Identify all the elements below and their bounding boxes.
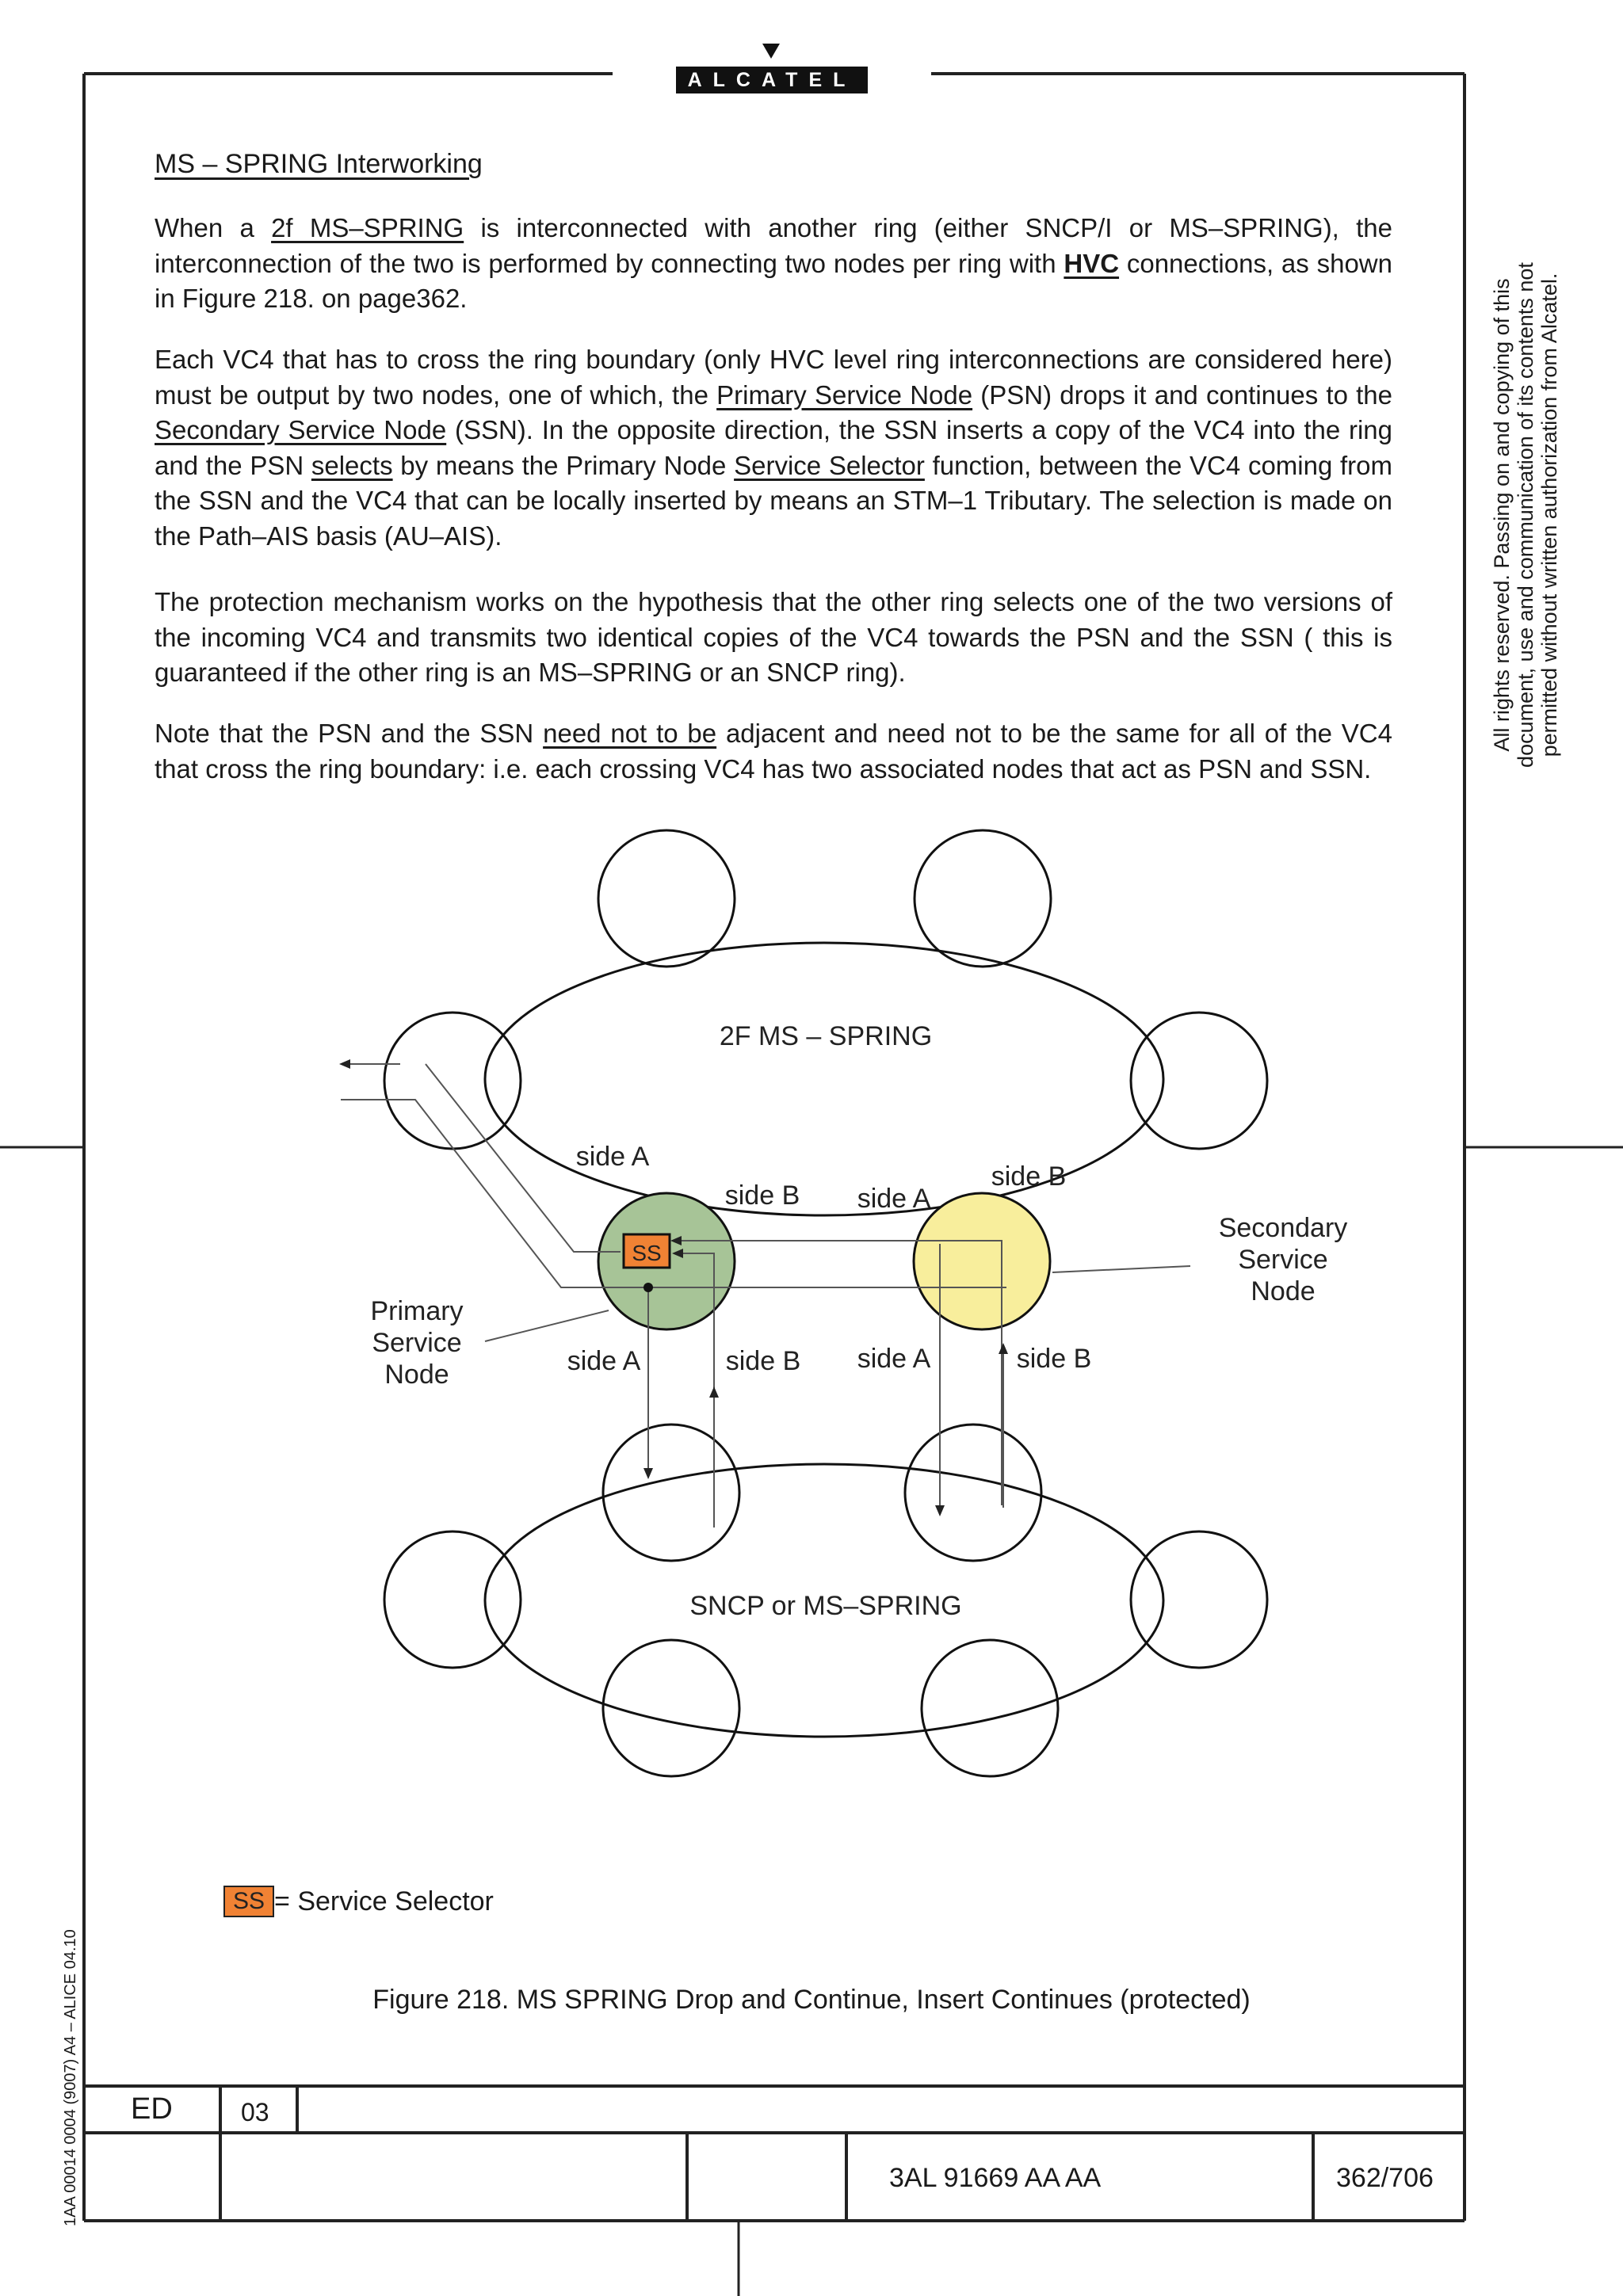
term-selects: selects (311, 450, 393, 480)
psn-label-line-3: Node (384, 1360, 449, 1390)
paragraph-1-text-a: When a (155, 213, 272, 242)
bottom-ring-node-lower-right (922, 1640, 1058, 1776)
psn-pointer-line (485, 1310, 609, 1341)
ssn-label-line-3: Node (1251, 1276, 1316, 1306)
ssn-top-side-b-label: side B (991, 1161, 1067, 1192)
paragraph-1-text-c: connections, as shown in Figure 218. on page362. (155, 248, 1392, 313)
bottom-ring-label: SNCP or MS–SPRING (689, 1591, 962, 1621)
term-hvc: HVC (1064, 248, 1120, 278)
top-ring-node-upper-left (598, 830, 735, 967)
footer-ed-value: 03 (241, 2098, 269, 2126)
legend (223, 1886, 494, 1917)
ssn-label-line-1: Secondary (1218, 1213, 1348, 1243)
paragraph-2-text-e: function, between the VC4 coming from the SSN and the VC4 that can be locally inserted by means an STM–1 Tributary. The selection is made on the Path–AIS basis (AU–AIS). (155, 450, 1393, 551)
legend-text: = Service Selector (274, 1886, 494, 1917)
paragraph-4-text-a: Note that the PSN and the SSN (155, 719, 544, 748)
figure-caption: Figure 218. MS SPRING Drop and Continue, Insert Continues (protected) (372, 1985, 1251, 2015)
paragraph-2-text-c: (SSN). In the opposite direction, the SSN inserts a copy of the VC4 into the ring and the PSN (155, 415, 1392, 480)
ssn-label-line-2: Service (1238, 1245, 1328, 1275)
legend-ss-box: SS (223, 1886, 274, 1917)
psn-bottom-side-b-label: side B (725, 1346, 801, 1376)
bottom-ring-node-left (384, 1531, 521, 1668)
top-ring-node-left (384, 1013, 521, 1149)
bottom-ring-node-right (1131, 1531, 1267, 1668)
paragraph-1-text-b: is interconnected with another ring (either SNCP/I or MS–SPRING), the interconnection of the two is performed by connecting two nodes per ring with (155, 213, 1392, 278)
ssn-pointer-line (1052, 1266, 1190, 1272)
ssn-bottom-side-a-label: side A (857, 1344, 931, 1374)
paragraph-2-text-d: by means the Primary Node (392, 450, 735, 480)
psn-bottom-side-a-label: side A (567, 1346, 641, 1376)
psn-label-line-2: Service (372, 1328, 462, 1358)
selector-output-dot (643, 1283, 653, 1292)
term-2f-ms-spring: 2f MS–SPRING (271, 213, 464, 242)
footer-ed-label: ED (131, 2092, 173, 2126)
service-selector-label: SS (632, 1241, 662, 1265)
top-ring-node-upper-right (915, 830, 1051, 967)
term-secondary-service-node: Secondary Service Node (155, 415, 447, 444)
paragraph-2-text-a: Each VC4 that has to cross the ring boundary (only HVC level ring interconnections are considered here) must be output by two nodes, one of which, the (155, 345, 1392, 410)
footer-doc-number: 3AL 91669 AA AA (889, 2163, 1102, 2193)
term-need-not-to-be: need not to be (543, 719, 717, 748)
bottom-ring-node-upper-right (905, 1425, 1041, 1561)
ssn-top-side-a-label: side A (857, 1184, 931, 1214)
bottom-ring-node-upper-left (603, 1425, 739, 1561)
term-service-selector: Service Selector (734, 450, 925, 480)
paragraph-2-text-b: (PSN) drops it and continues to the (972, 379, 1392, 410)
ssn-bottom-side-b-label: side B (1016, 1344, 1092, 1374)
psn-top-side-a-label: side A (575, 1142, 650, 1172)
top-ring-label: 2F MS – SPRING (719, 1021, 933, 1051)
term-primary-service-node: Primary Service Node (716, 379, 973, 410)
section-heading: MS – SPRING Interworking (155, 149, 483, 179)
secondary-service-node-circle (914, 1193, 1050, 1329)
document-code: 1AA 00014 0004 (9007) A4 – ALICE 04.10 (62, 1929, 79, 2226)
footer-page-number: 362/706 (1336, 2163, 1434, 2193)
paragraph-3: The protection mechanism works on the hypothesis that the other ring selects one of the two versions of the incoming VC4 and transmits two identical copies of the VC4 towards the PSN and the SSN ( this is guaranteed if the other ring is an MS–SPRING or an SNCP ring). (155, 587, 1392, 687)
copyright-notice: All rights reserved. Passing on and copying of this document, use and communication of its contents not permitted without written authorization from Alcatel. (1490, 262, 1561, 768)
paragraph-4-text-b: adjacent and need not to be the same for all of the VC4 that cross the ring boundary: i.e. each crossing VC4 has two associated nodes that act as PSN and SSN. (155, 719, 1392, 784)
alcatel-logo: ALCATEL (676, 67, 868, 93)
bottom-ring-node-lower-left (603, 1640, 739, 1776)
top-ring-node-right (1131, 1013, 1267, 1149)
psn-top-side-b-label: side B (724, 1180, 800, 1211)
psn-label-line-1: Primary (370, 1296, 464, 1326)
